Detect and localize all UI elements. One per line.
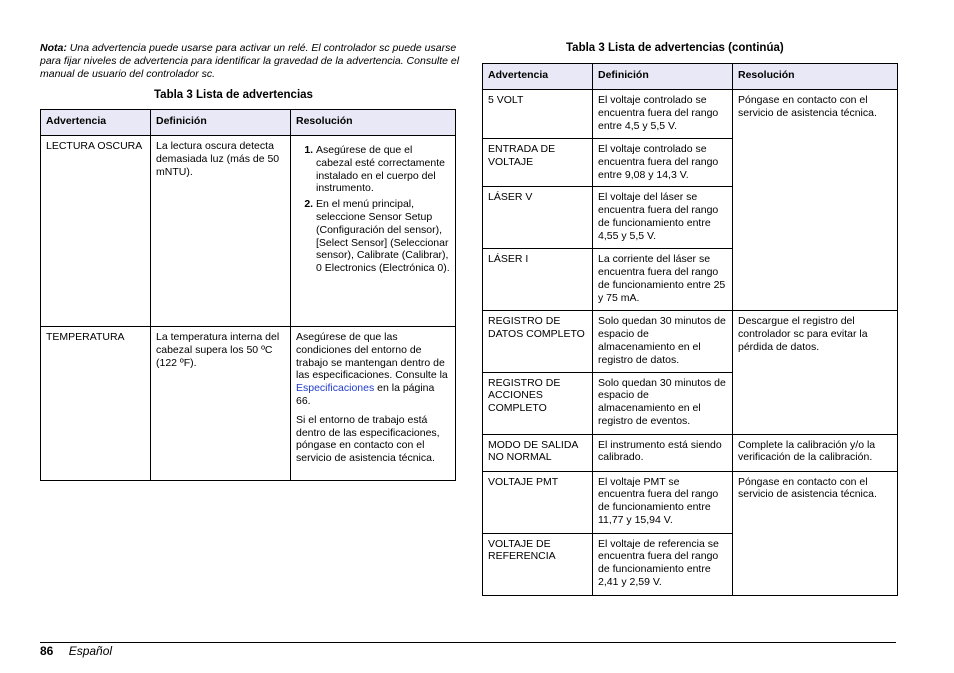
footer-divider [40,642,896,643]
resolution-cell: Póngase en contacto con el servicio de asistencia técnica. [733,90,898,311]
definition-cell: Solo quedan 30 minutos de espacio de almacenamiento en el registro de eventos. [593,372,733,434]
resolution-text: en la página 66. [296,382,435,407]
column-header-resolution: Resolución [733,64,898,90]
warning-cell: LECTURA OSCURA [41,136,151,327]
specifications-link[interactable]: Especificaciones [296,382,375,395]
column-header-resolution: Resolución [291,110,456,136]
warning-cell: VOLTAJE PMT [483,471,593,533]
warning-cell: VOLTAJE DE REFERENCIA [483,533,593,595]
warning-cell: 5 VOLT [483,90,593,139]
warning-cell: REGISTRO DE DATOS COMPLETO [483,311,593,372]
resolution-cell [291,327,456,481]
warning-cell: MODO DE SALIDA NO NORMAL [483,434,593,471]
note-text: Una advertencia puede usarse para activar un relé. El controlador sc puede usarse para fijar niveles de advertencia para identificar la gravedad de la advertencia. Consulte el manual de usuario del controlador sc. [40,42,460,80]
definition-cell: Solo quedan 30 minutos de espacio de almacenamiento en el registro de datos. [593,311,733,372]
resolution-paragraph: Si el entorno de trabajo está dentro de las especificaciones, póngase en contacto con el servicio de asistencia técnica. [296,413,440,465]
definition-cell: El voltaje controlado se encuentra fuera del rango entre 4,5 y 5,5 V. [593,90,733,139]
definition-cell: La corriente del láser se encuentra fuera del rango de funcionamiento entre 25 y 75 mA. [593,249,733,311]
resolution-cell: Complete la calibración y/o la verificación de la calibración. [733,434,898,471]
table-row [41,327,456,481]
resolution-step: 2. En el menú principal, seleccione Sensor Setup (Configuración del sensor), [Select Sensor] (Seleccionar sensor), Calibrate (Calibrar), 0 Electronics (Electrónica 0). [316,198,451,275]
table-header-row [41,110,456,136]
table-row [483,90,898,139]
page-footer [40,644,112,658]
resolution-cell [291,136,456,327]
resolution-paragraph [296,331,451,408]
definition-cell: La temperatura interna del cabezal supera los 50 ºC (122 ºF). [151,327,291,481]
warning-cell: REGISTRO DE ACCIONES COMPLETO [483,372,593,434]
definition-cell: El voltaje PMT se encuentra fuera del rango de funcionamiento entre 11,77 y 15,94 V. [593,471,733,533]
definition-cell: El instrumento está siendo calibrado. [593,434,733,471]
resolution-step: 1. Asegúrese de que el cabezal esté correctamente instalado en el cuerpo del instrumento. [316,144,451,195]
column-header-definition: Definición [593,64,733,90]
note [40,42,460,81]
definition-cell: El voltaje controlado se encuentra fuera del rango entre 9,08 y 14,3 V. [593,139,733,187]
warning-cell: LÁSER I [483,249,593,311]
resolution-text: Asegúrese de que las condiciones del entorno de trabajo se mantengan dentro de las especificaciones. Consulte la [296,331,448,382]
note-label: Nota: [40,42,67,54]
table-row [483,471,898,533]
resolution-cell: Descargue el registro del controlador sc para evitar la pérdida de datos. [733,311,898,434]
warning-cell: TEMPERATURA [41,327,151,481]
page-number: 86 [40,644,54,658]
column-header-warning: Advertencia [483,64,593,90]
warning-cell: LÁSER V [483,187,593,249]
definition-cell: El voltaje del láser se encuentra fuera del rango de funcionamiento entre 4,55 y 5,5 V. [593,187,733,249]
table-row [483,311,898,372]
warning-cell: ENTRADA DE VOLTAJE [483,139,593,187]
right-warnings-table [482,63,898,596]
column-header-warning: Advertencia [41,110,151,136]
left-warnings-table [40,109,456,481]
column-header-definition: Definición [151,110,291,136]
right-table-caption: Tabla 3 Lista de advertencias (continúa) [566,42,784,54]
definition-cell: La lectura oscura detecta demasiada luz (más de 50 mNTU). [151,136,291,327]
table-row [41,136,456,327]
left-table-caption: Tabla 3 Lista de advertencias [154,89,313,101]
table-row [483,434,898,471]
resolution-cell: Póngase en contacto con el servicio de asistencia técnica. [733,471,898,595]
definition-cell: El voltaje de referencia se encuentra fuera del rango de funcionamiento entre 2,41 y 2,59 V. [593,533,733,595]
resolution-steps [296,144,451,275]
footer-language: Español [68,644,113,658]
table-header-row [483,64,898,90]
